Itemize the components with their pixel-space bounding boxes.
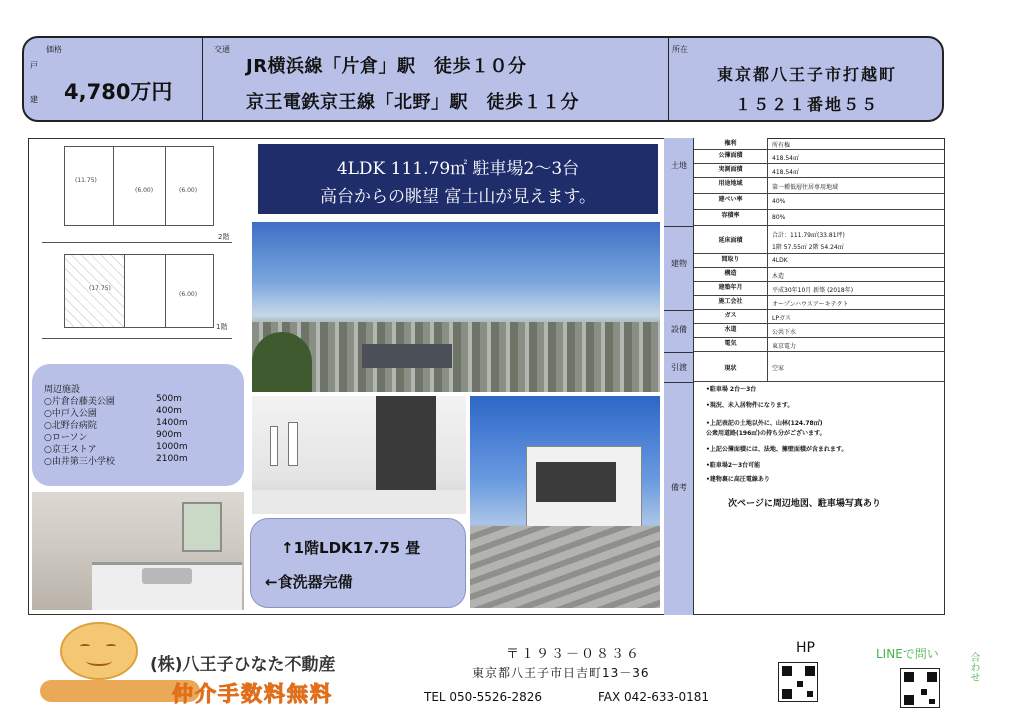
- spec-sidebar: [664, 138, 694, 615]
- ldk-callout: [250, 518, 466, 608]
- line-qr-icon[interactable]: [900, 668, 940, 708]
- floor-1-label: 1階: [216, 323, 228, 331]
- spec-value: 1階 57.55㎡ 2階 54.24㎡: [772, 244, 844, 251]
- spec-row: [694, 164, 945, 178]
- traffic-line-keio: 京王電鉄京王線「北野」駅 徒歩１１分: [246, 92, 579, 113]
- location-line-1: 東京都八王子市打越町: [716, 65, 897, 84]
- sun-logo-icon: [60, 622, 138, 680]
- spec-label: 間取り: [694, 254, 768, 267]
- price-value: 4,780万円: [64, 80, 173, 104]
- room-label: (17.75): [89, 285, 111, 292]
- property-header: [22, 36, 944, 122]
- room-label: (6.00): [179, 291, 198, 298]
- facility-distance: 900m: [156, 430, 182, 440]
- spec-value: 合計：111.79㎡(33.81坪): [772, 232, 845, 239]
- remark-line: 公衆用道路(196㎡)の持ち分がございます。: [706, 430, 826, 437]
- spec-row: [694, 210, 945, 226]
- facility-name: ○中戸入公園: [44, 409, 97, 419]
- spec-label: 用途地域: [694, 178, 768, 193]
- spec-row: [694, 282, 945, 296]
- remark-line: •駐車場2～3台可能: [706, 462, 761, 469]
- spec-value: 80%: [772, 214, 786, 221]
- facility-distance: 1400m: [156, 418, 188, 428]
- facility-name: ○ローソン: [44, 433, 88, 443]
- homepage-label: HP: [796, 640, 815, 656]
- price-label: 価格: [46, 45, 62, 54]
- spec-row: [694, 352, 945, 382]
- spec-value: 木造: [772, 273, 785, 280]
- remark-line: •上記表記の土地以外に、山林(124.78㎡): [706, 420, 823, 427]
- spec-label: 現状: [694, 352, 768, 381]
- spec-row: [694, 324, 945, 338]
- spec-value: 東京電力: [772, 343, 797, 350]
- floor-plan-2f: [64, 146, 214, 226]
- headline-banner: [258, 144, 658, 214]
- facility-item: [44, 418, 234, 430]
- floor-2-label: 2階: [218, 233, 230, 241]
- price-cell: [24, 38, 202, 120]
- dishwasher-note: ←食洗器完備: [265, 573, 353, 591]
- room-label: (6.00): [179, 187, 198, 194]
- company-address: 東京都八王子市日吉町13－36: [472, 666, 650, 680]
- spec-label: 電気: [694, 338, 768, 351]
- spec-label: 施工会社: [694, 296, 768, 309]
- spec-value: 公共下水: [772, 329, 797, 336]
- property-spec-table: [664, 138, 945, 615]
- location-cell: [668, 38, 944, 120]
- spec-value: 40%: [772, 198, 786, 205]
- spec-row: [694, 178, 945, 194]
- remark-line: •現況、未入居物件になります。: [706, 402, 794, 409]
- remark-line: •建物裏に高圧電線あり: [706, 476, 770, 483]
- facility-name: ○北野台病院: [44, 421, 97, 431]
- side-label-handover: 引渡: [671, 363, 687, 372]
- spec-row: [694, 138, 945, 150]
- spec-value: 418.54㎡: [772, 155, 799, 162]
- spec-row: [694, 338, 945, 352]
- line-contact-label: LINEで問い: [876, 647, 939, 661]
- homepage-qr-icon[interactable]: [778, 662, 818, 702]
- facility-distance: 500m: [156, 394, 182, 404]
- banner-line-1: 4LDK 111.79㎡ 駐車場2～3台: [336, 159, 580, 179]
- next-page-note: 次ページに周辺地図、駐車場写真あり: [728, 499, 881, 509]
- spec-row: [694, 310, 945, 324]
- facilities-title: 周辺施設: [44, 385, 81, 395]
- spec-row: [694, 296, 945, 310]
- company-name: (株)八王子ひなた不動産: [150, 655, 336, 675]
- facility-distance: 400m: [156, 406, 182, 416]
- spec-label: 延床面積: [694, 226, 768, 253]
- banner-line-2: 高台からの眺望 富士山が見えます。: [319, 187, 597, 207]
- facility-item: [44, 394, 234, 406]
- spec-value: 第一種低層住居専用地域: [772, 184, 839, 191]
- floor-plan: [38, 142, 244, 360]
- spec-value: 空家: [772, 365, 785, 372]
- side-label-land: 土地: [671, 161, 687, 170]
- type-label-bottom: 建: [30, 95, 38, 104]
- spec-row: [694, 194, 945, 210]
- remark-line: •上記公簿面積には、法地、擁壁面積が含まれます。: [706, 446, 848, 453]
- spec-value: オープンハウスアーキテクト: [772, 301, 849, 308]
- spec-row: [694, 226, 945, 254]
- facility-name: ○京王ストア: [44, 445, 97, 455]
- room-label: (6.00): [135, 187, 154, 194]
- side-label-remarks: 備考: [671, 483, 687, 492]
- spec-label: ガス: [694, 310, 768, 323]
- fax-number: FAX 042-633-0181: [598, 690, 710, 704]
- kitchen-photo: [32, 492, 244, 610]
- spec-label: 公簿面積: [694, 150, 768, 163]
- spec-label: 権利: [694, 138, 768, 149]
- spec-label: 水道: [694, 324, 768, 337]
- remark-line: •駐車場 2台～3台: [706, 386, 757, 393]
- type-label-top: 戸: [30, 61, 38, 70]
- spec-label: 建ぺい率: [694, 194, 768, 209]
- spec-value: 所有権: [772, 142, 791, 149]
- spec-label: 建築年月: [694, 282, 768, 295]
- line-contact-script: 合わせ: [968, 652, 979, 682]
- facility-item: [44, 454, 234, 466]
- facility-distance: 1000m: [156, 442, 188, 452]
- facility-item: [44, 406, 234, 418]
- facility-item: [44, 442, 234, 454]
- traffic-cell: [202, 38, 668, 120]
- free-commission-text: 仲介手数料無料: [172, 682, 333, 706]
- location-line-2: １５２１番地５５: [734, 95, 879, 114]
- traffic-line-jr: JR横浜線「片倉」駅 徒歩１０分: [246, 56, 527, 77]
- spec-value: LPガス: [772, 315, 791, 322]
- facility-distance: 2100m: [156, 454, 188, 464]
- view-photo: [252, 222, 660, 392]
- postal-code: 〒１９３－０８３６: [506, 647, 642, 662]
- location-label: 所在: [672, 45, 688, 54]
- spec-label: 実測面積: [694, 164, 768, 177]
- spec-row: [694, 268, 945, 282]
- spec-label: 容積率: [694, 210, 768, 225]
- side-label-facility: 設備: [671, 325, 687, 334]
- ldk-size: ↑1階LDK17.75 畳: [281, 539, 421, 557]
- floor-plan-1f: [64, 254, 214, 328]
- spec-value: 418.54㎡: [772, 169, 799, 176]
- phone-number[interactable]: TEL 050-5526-2826: [424, 690, 543, 704]
- spec-label: 構造: [694, 268, 768, 281]
- traffic-label: 交通: [214, 45, 230, 54]
- facility-item: [44, 430, 234, 442]
- facility-name: ○片倉台藤美公園: [44, 397, 115, 407]
- ldk-room-photo: [252, 396, 466, 514]
- facility-name: ○由井第三小学校: [44, 457, 115, 467]
- side-label-building: 建物: [671, 259, 687, 268]
- spec-row: [694, 254, 945, 268]
- spec-value: 4LDK: [772, 257, 788, 264]
- spec-value: 平成30年10月 新築 (2018年): [772, 287, 854, 294]
- house-exterior-photo: [470, 396, 660, 608]
- nearby-facilities: [32, 364, 244, 486]
- spec-row: [694, 150, 945, 164]
- room-label: (11.75): [75, 177, 97, 184]
